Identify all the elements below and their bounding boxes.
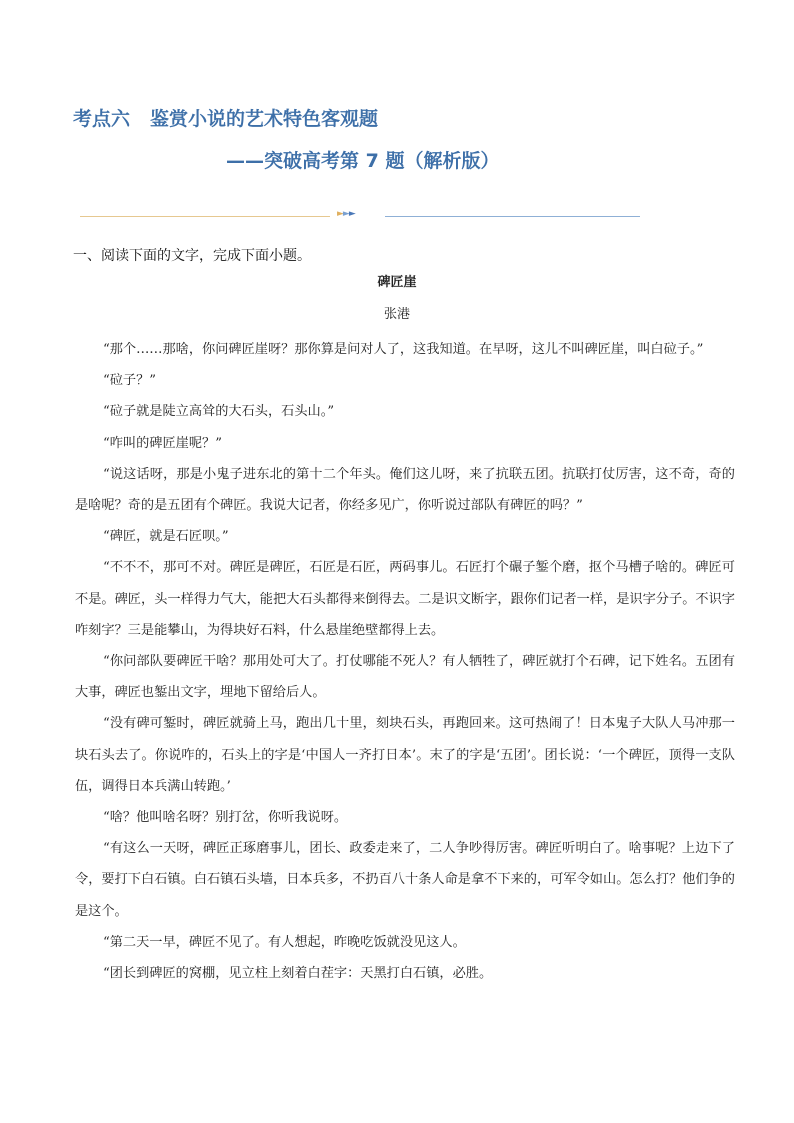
arrow-icon: ► <box>342 209 349 219</box>
story-paragraph: “砬子就是陡立高耸的大石头，石头山。” <box>103 404 335 420</box>
arrow-icon: ► <box>348 209 355 219</box>
topic-title: 鉴赏小说的艺术特色客观题 <box>150 108 379 130</box>
story-author: 张港 <box>383 307 410 322</box>
question-instruction: 一、阅读下面的文字，完成下面小题。 <box>73 248 311 264</box>
story-paragraph: “第二天一早，碑匠不见了。有人想起，昨晚吃饭就没见这人。 <box>103 934 466 950</box>
topic-subtitle: ——突破高考第 7 题（解析版） <box>226 150 500 172</box>
story-paragraph: “没有碑可錾时，碑匠就骑上马，跑出几十里，刻块石头，再跑回来。这可热闹了！日本鬼子大队人马冲那一块石头去了。你说咋的，石头上的字是‘中国人一齐打日本’。末了的字是‘五团’。团长说：‘一个碑匠，顶得一支队伍，调得日本兵满山转跑。’ <box>75 716 735 794</box>
topic-label: 考点六 <box>73 108 131 130</box>
divider-arrows-icon <box>337 209 355 219</box>
story-paragraph: “碑匠，就是石匠呗。” <box>103 529 229 545</box>
divider-line-left <box>80 216 330 217</box>
story-paragraph: “你问部队要碑匠干啥？那用处可大了。打仗哪能不死人？有人牺牲了，碑匠就打个石碑，记下姓名。五团有大事，碑匠也錾出文字，埋地下留给后人。 <box>75 654 735 701</box>
story-paragraph: “砬子？” <box>103 373 157 389</box>
story-paragraph: “咋叫的碑匠崖呢？” <box>103 435 222 451</box>
topic-heading <box>73 104 378 131</box>
story-paragraph: “团长到碑匠的窝棚，见立柱上刻着白茬字：天黑打白石镇，必胜。 <box>103 966 493 982</box>
arrow-icon: ► <box>337 209 343 219</box>
story-paragraph: “说这话呀，那是小鬼子进东北的第十二个年头。俺们这儿呀，来了抗联五团。抗联打仗厉害，这不奇，奇的是啥呢？奇的是五团有个碑匠。我说大记者，你经多见广，你听说过部队有碑匠的吗？” <box>75 466 735 514</box>
story-paragraph: “啥？他叫啥名呀？别打岔，你听我说呀。 <box>103 810 348 826</box>
story-title: 碑匠崖 <box>377 275 417 290</box>
story-paragraph: “不不不，那可不对。碑匠是碑匠，石匠是石匠，两码事儿。石匠打个碾子錾个磨，抠个马槽子啥的。碑匠可不是。碑匠，头一样得力气大，能把大石头都得来倒得去。二是识文断字，跟你们记者一样，是识字分子。不识字咋刻字？三是能攀山，为得块好石料，什么悬崖绝壁都得上去。 <box>75 560 735 638</box>
story-body <box>75 334 735 989</box>
story-paragraph: “那个……那啥，你问碑匠崖呀？那你算是问对人了，这我知道。在早呀，这儿不叫碑匠崖，叫白砬子。” <box>103 342 704 357</box>
story-paragraph: “有这么一天呀，碑匠正琢磨事儿，团长、政委走来了，二人争吵得厉害。碑匠听明白了。啥事呢？上边下了令，要打下白石镇。白石镇石头墙，日本兵多，不扔百八十条人命是拿不下来的，可军令如山。怎么打？他们争的是这个。 <box>75 841 735 919</box>
divider-line-right <box>385 216 640 217</box>
